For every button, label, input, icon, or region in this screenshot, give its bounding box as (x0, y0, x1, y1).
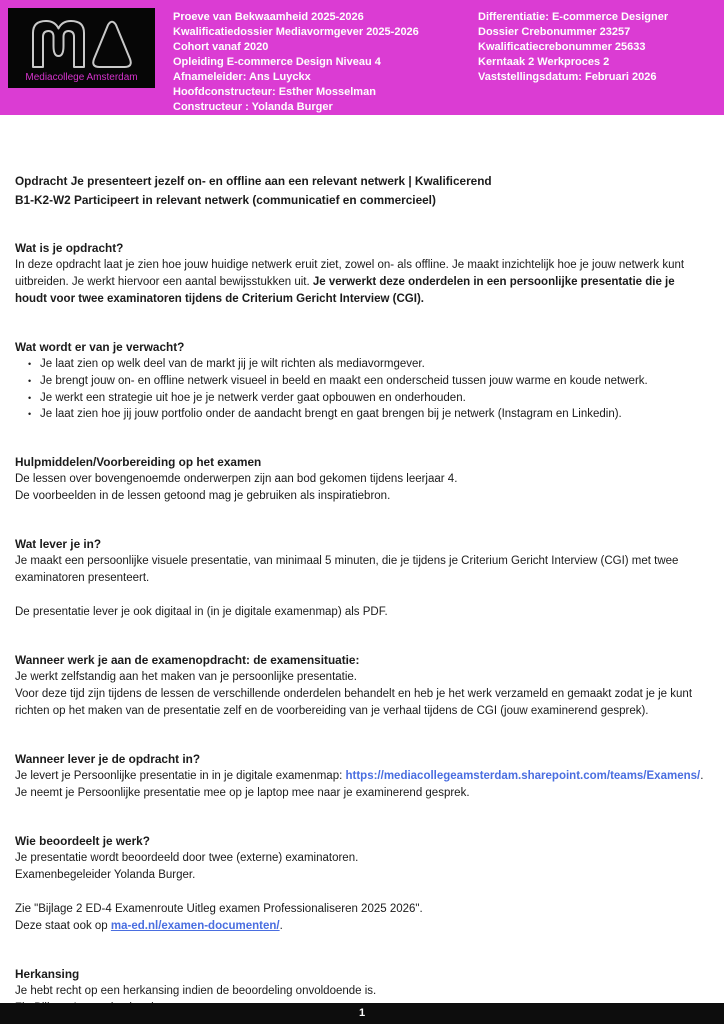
header-info-line: Vaststellingsdatum: Februari 2026 (478, 71, 657, 83)
paragraph-line: Je hebt recht op een herkansing indien de beoordeling onvoldoende is. (15, 985, 377, 998)
header-info-line: Kwalificatiedossier Mediavormgever 2025-2026 (173, 26, 419, 38)
header-info-line: Differentiatie: E-commerce Designer (478, 11, 669, 23)
header-info-line: Constructeur : Yolanda Burger (173, 101, 333, 113)
text-run: . (279, 920, 283, 933)
document-section (15, 751, 709, 802)
sharepoint-link[interactable]: https://mediacollegeamsterdam.sharepoint.com/teams/Examens/ (345, 770, 701, 783)
header-info-right (478, 10, 668, 85)
paragraph-line: De lessen over bovengenoemde onderwerpen zijn aan bod gekomen tijdens leerjaar 4. (15, 473, 458, 486)
paragraph-line (15, 257, 709, 308)
paragraph-line (15, 918, 709, 935)
section-heading: Herkansing (15, 967, 80, 982)
document-section (15, 454, 709, 505)
paragraph-line: Je presentatie wordt beoordeeld door twee (externe) examinatoren. (15, 852, 359, 865)
bullet-item: • Je werkt een strategie uit hoe je je netwerk verder gaat opbouwen en onderhouden. (28, 390, 709, 407)
logo (8, 8, 155, 88)
sections-container (15, 240, 709, 1017)
section-heading: Wat lever je in? (15, 537, 102, 552)
document-body (0, 115, 724, 1017)
section-heading: Wanneer werk je aan de examenopdracht: de examensituatie: (15, 653, 360, 668)
header-info-line: Cohort vanaf 2020 (173, 41, 269, 53)
ma-ed-link[interactable]: ma-ed.nl/examen-documenten/ (110, 920, 280, 933)
header-info-line: Kerntaak 2 Werkproces 2 (478, 56, 610, 68)
text-run: Je levert je Persoonlijke presentatie in in je digitale examenmap: (15, 770, 346, 783)
header-info-left (173, 10, 419, 115)
text-run: . (700, 770, 704, 783)
document-title-line2: B1-K2-W2 Participeert in relevant netwerk (communicatief en commercieel) (15, 192, 436, 207)
paragraph-line: Examenbegeleider Yolanda Burger. (15, 869, 196, 882)
paragraph-line: Voor deze tijd zijn tijdens de lessen de verschillende onderdelen behandelt en heb je het werk verzameld en gemaakt zodat je je kunt richten op het maken van de presentatie zelf en de voorbereiding van je verhaal tijdens de CGI (jouw examinerend gesprek). (15, 688, 693, 718)
bullet-list (15, 356, 709, 423)
document-title (15, 172, 709, 209)
document-section (15, 833, 709, 935)
paragraph-line: Je maakt een persoonlijke visuele presentatie, van minimaal 5 minuten, die je tijdens je Criterium Gericht Interview (CGI) met twee examinatoren presenteert. (15, 555, 679, 585)
document-header (0, 0, 724, 115)
page-number: 1 (358, 1007, 366, 1019)
paragraph-line: Zie "Bijlage 2 ED-4 Examenroute Uitleg examen Professionaliseren 2025 2026". (15, 903, 423, 916)
text-run: Je verwerkt deze onderdelen in een persoonlijke presentatie die je houdt voor twee examinatoren tijdens de Criterium Gericht Interview (CGI). (15, 276, 675, 305)
bullet-item: • Je laat zien op welk deel van de markt jij je wilt richten als mediavormgever. (28, 356, 709, 373)
section-heading: Wanneer lever je de opdracht in? (15, 752, 201, 767)
paragraph-line: De voorbeelden in de lessen getoond mag je gebruiken als inspiratiebron. (15, 490, 391, 503)
document-section (15, 240, 709, 308)
bullet-item: • Je brengt jouw on- en offline netwerk visueel in beeld en maakt een onderscheid tussen jouw warme en koude netwerk. (28, 373, 709, 390)
bullet-item: • Je laat zien hoe jij jouw portfolio onder de aandacht brengt en gaat brengen bij je netwerk (Instagram en Linkedin). (28, 406, 709, 423)
document-section (15, 536, 709, 621)
header-info-line: Hoofdconstructeur: Esther Mosselman (173, 86, 376, 98)
header-info-line: Proeve van Bekwaamheid 2025-2026 (173, 11, 364, 23)
page-footer (0, 1003, 724, 1024)
paragraph-line: Je werkt zelfstandig aan het maken van je persoonlijke presentatie. (15, 671, 358, 684)
header-info-line: Opleiding E-commerce Design Niveau 4 (173, 56, 381, 68)
paragraph-line (15, 768, 709, 785)
blank-line (15, 884, 709, 901)
header-info-line: Dossier Crebonummer 23257 (478, 26, 631, 38)
header-info-line: Kwalificatiecrebonummer 25633 (478, 41, 646, 53)
logo-caption: Mediacollege Amsterdam (25, 72, 138, 83)
ma-logo-icon (30, 18, 134, 70)
section-heading: Hulpmiddelen/Voorbereiding op het examen (15, 455, 262, 470)
document-section (15, 652, 709, 720)
text-run: In deze opdracht laat je zien hoe jouw huidige netwerk eruit ziet, zowel on- als offline. Je maakt inzichtelijk hoe je jouw netwerk kunt uitbreiden. Je werkt hiervoor een aantal bewijsstukken uit. (15, 259, 685, 288)
paragraph-line: De presentatie lever je ook digitaal in (in je digitale examenmap) als PDF. (15, 606, 388, 619)
section-heading: Wie beoordeelt je werk? (15, 834, 150, 849)
section-heading: Wat is je opdracht? (15, 241, 124, 255)
document-section (15, 339, 709, 423)
text-run: Deze staat ook op (15, 920, 111, 933)
blank-line (15, 587, 709, 604)
section-heading: Wat wordt er van je verwacht? (15, 340, 185, 354)
header-info-line: Afnameleider: Ans Luyckx (173, 71, 311, 83)
paragraph-line: Je neemt je Persoonlijke presentatie mee op je laptop mee naar je examinerend gesprek. (15, 787, 470, 800)
document-title-line1: Opdracht Je presenteert jezelf on- en offline aan een relevant netwerk | Kwalificerend (15, 174, 492, 188)
